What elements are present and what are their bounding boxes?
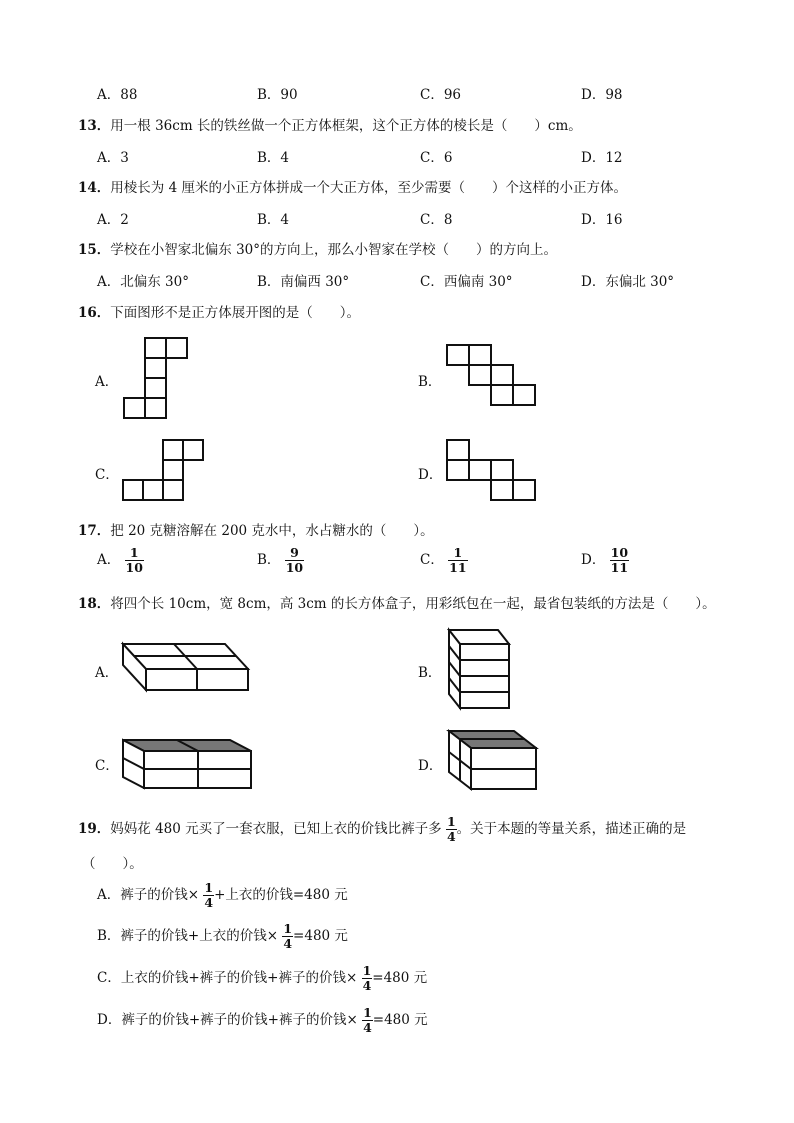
question-text: 学校在小智家北偏东 30°的方向上，那么小智家在学校（ ）的方向上。 <box>110 242 558 258</box>
q14-option-a: A．2 <box>97 212 129 228</box>
question-number: 15． <box>78 242 111 258</box>
option-label: D． <box>581 552 606 568</box>
fraction: $\frac{10}{11}$ <box>610 545 629 575</box>
q15-option-a: A．北偏东 30° <box>97 274 189 290</box>
fraction: $\frac{1}{4}$ <box>446 814 456 844</box>
q12-option-b: B．90 <box>257 87 298 103</box>
fraction: $\frac{1}{10}$ <box>125 545 143 575</box>
q15-option-c: C．西偏南 30° <box>420 274 513 290</box>
q19-option-a: A．裤子的价钱× $\frac{1}{4}$ +上衣的价钱=480 元 <box>97 880 348 910</box>
q13-option-a: A．3 <box>97 150 129 166</box>
q18-option-b: B． <box>418 665 442 681</box>
q14-option-b: B．4 <box>257 212 290 228</box>
q15-option-b: B．南偏西 30° <box>257 274 350 290</box>
question-number: 19． <box>78 821 111 837</box>
question-text: 用一根 36cm 长的铁丝做一个正方体框架，这个正方体的棱长是（ ）cm。 <box>110 118 582 134</box>
fraction: $\frac{1}{4}$ <box>363 1005 372 1035</box>
fraction: $\frac{1}{4}$ <box>283 921 293 951</box>
q18-option-c: C． <box>95 758 119 774</box>
option-label: B． <box>257 552 281 568</box>
fraction: $\frac{1}{4}$ <box>362 963 372 993</box>
question-19-line2: （ ）。 <box>82 856 143 872</box>
fraction: $\frac{9}{10}$ <box>285 545 304 575</box>
q13-option-d: D．12 <box>581 150 623 166</box>
q12-option-d: D．98 <box>581 87 623 103</box>
q19-option-b: B．裤子的价钱+上衣的价钱× $\frac{1}{4}$ =480 元 <box>97 921 348 951</box>
q12-option-c: C．96 <box>420 87 462 103</box>
q14-option-d: D．16 <box>581 212 623 228</box>
q18-option-d: D． <box>418 758 443 774</box>
question-19 <box>78 816 686 843</box>
fraction: $\frac{1}{11}$ <box>449 545 467 575</box>
option-label: C． <box>420 552 444 568</box>
question-number: 18． <box>78 596 111 612</box>
q16-option-a: A． <box>95 374 119 390</box>
q16-option-b: B． <box>418 374 442 390</box>
question-number: 17． <box>78 523 111 539</box>
option-label: A． <box>97 552 121 568</box>
q16-option-c: C． <box>95 467 119 483</box>
question-number: 14． <box>78 180 111 196</box>
question-number: 16． <box>78 305 111 321</box>
question-text: 将四个长 10cm，宽 8cm，高 3cm 的长方体盒子，用彩纸包在一起，最省包装纸的方法是（ ）。 <box>110 596 716 612</box>
question-text: 把 20 克糖溶解在 200 克水中，水占糖水的（ ）。 <box>110 523 434 539</box>
question-text: 下面图形不是正方体展开图的是（ ）。 <box>110 305 361 321</box>
q18-option-a: A． <box>95 665 119 681</box>
question-text-cont: 。关于本题的等量关系，描述正确的是 <box>456 821 687 837</box>
question-number: 13． <box>78 118 111 134</box>
q13-option-c: C．6 <box>420 150 453 166</box>
q16-option-d: D． <box>418 467 443 483</box>
q19-option-c: C．上衣的价钱+裤子的价钱+裤子的价钱× $\frac{1}{4}$ =480 元 <box>97 963 428 993</box>
q12-option-a: A．88 <box>97 87 138 103</box>
question-text: 用棱长为 4 厘米的小正方体拼成一个大正方体，至少需要（ ）个这样的小正方体。 <box>110 180 627 196</box>
question-text: 妈妈花 480 元买了一套衣服，已知上衣的价钱比裤子多 <box>110 821 442 837</box>
fraction: $\frac{1}{4}$ <box>204 880 214 910</box>
q19-option-d: D．裤子的价钱+裤子的价钱+裤子的价钱× $\frac{1}{4}$ =480 元 <box>97 1005 428 1035</box>
q13-option-b: B．4 <box>257 150 290 166</box>
q15-option-d: D．东偏北 30° <box>581 274 675 290</box>
q14-option-c: C．8 <box>420 212 453 228</box>
